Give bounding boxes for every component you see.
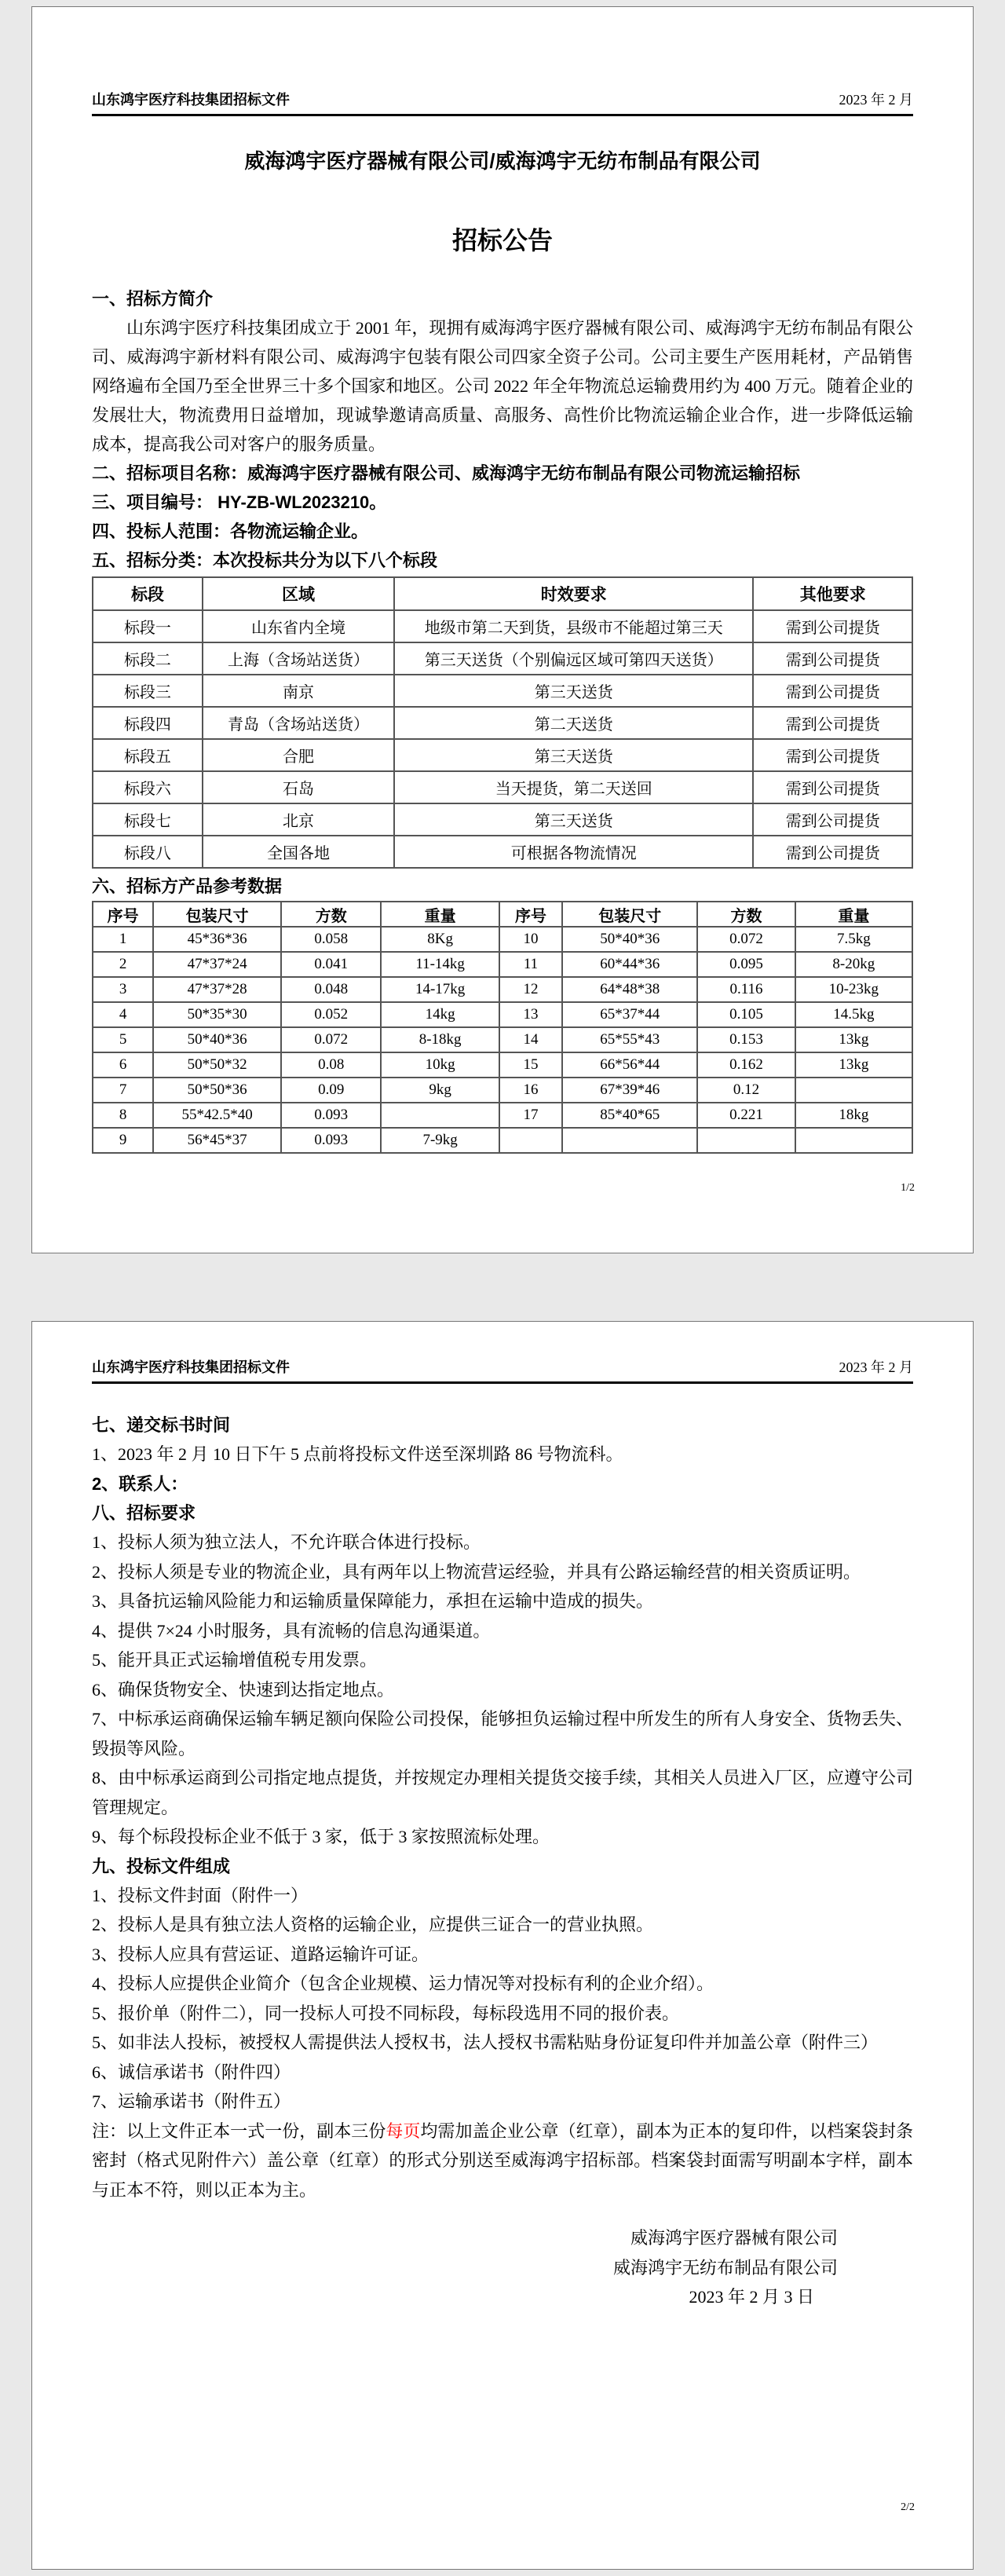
table-cell: 13 — [499, 1002, 562, 1027]
section-6-heading: 六、招标方产品参考数据 — [92, 876, 283, 896]
table-cell: 第三天送货 — [394, 675, 753, 707]
table-cell: 0.072 — [281, 1027, 381, 1052]
table-cell: 2 — [93, 952, 153, 977]
table-row — [93, 1027, 912, 1052]
table-cell: 1 — [93, 927, 153, 952]
column-header: 重量 — [381, 902, 499, 927]
table-row — [93, 675, 912, 707]
table-cell: 47*37*24 — [153, 952, 281, 977]
table-row — [93, 771, 912, 803]
list-item: 5、如非法人投标，被授权人需提供法人授权书，法人授权书需粘贴身份证复印件并加盖公章（附件三） — [92, 2033, 879, 2052]
page-1 — [31, 6, 974, 1253]
table-row — [93, 803, 912, 836]
list-item: 7、运输承诺书（附件五） — [92, 2091, 291, 2111]
announcement-title: 招标公告 — [451, 226, 553, 254]
column-header: 区域 — [203, 577, 394, 610]
table-cell — [795, 1078, 912, 1103]
table-cell: 需到公司提货 — [753, 707, 912, 739]
table-cell: 14 — [499, 1027, 562, 1052]
section-1-heading: 一、招标方简介 — [92, 289, 214, 309]
table-cell: 14kg — [381, 1002, 499, 1027]
table-row — [93, 952, 912, 977]
page-header — [92, 1322, 913, 1377]
table-cell: 标段六 — [93, 771, 203, 803]
table-row — [93, 610, 912, 642]
table-cell: 上海（含场站送货） — [203, 642, 394, 675]
table-row — [93, 1103, 912, 1128]
column-header: 包装尺寸 — [153, 902, 281, 927]
section-7-items — [92, 1440, 913, 1498]
section-5-heading: 五、招标分类：本次投标共分为以下八个标段 — [92, 551, 438, 570]
table-cell: 45*36*36 — [153, 927, 281, 952]
table-cell: 第二天送货 — [394, 707, 753, 739]
list-item: 4、投标人应提供企业简介（包含企业规模、运力情况等对投标有利的企业介绍）。 — [92, 1974, 714, 1993]
table-cell: 标段一 — [93, 610, 203, 642]
table-cell: 需到公司提货 — [753, 642, 912, 675]
bid-sections-table-header-row — [93, 577, 912, 610]
table-cell: 北京 — [203, 803, 394, 836]
table-cell: 15 — [499, 1052, 562, 1078]
table-cell: 8-20kg — [795, 952, 912, 977]
table-cell: 0.041 — [281, 952, 381, 977]
page-header — [92, 7, 913, 109]
table-cell: 0.09 — [281, 1078, 381, 1103]
list-item: 6、确保货物安全、快速到达指定地点。 — [92, 1679, 395, 1700]
table-cell: 50*50*32 — [153, 1052, 281, 1078]
table-cell: 85*40*65 — [562, 1103, 697, 1128]
section-8-heading: 八、招标要求 — [92, 1503, 196, 1523]
signature-company-1: 威海鸿宇医疗器械有限公司 — [630, 2228, 838, 2248]
table-cell: 7.5kg — [795, 927, 912, 952]
table-row — [93, 977, 912, 1002]
column-header: 方数 — [697, 902, 795, 927]
section-1-paragraph: 山东鸿宇医疗科技集团成立于 2001 年，现拥有威海鸿宇医疗器械有限公司、威海鸿宇无纺布制品有限公司、威海鸿宇新材料有限公司、威海鸿宇包装有限公司四家全资子公司。公司主要生产医用耗材，产品销售网络遍布全国乃至全世界三十多个国家和地区。公司 2022 年全年物流总运输费用约为 400 万元。随着企业的发展壮大，物流费用日益增加，现诚挚邀请高质量、高服务、高性价比物流运输企业合作，进一步降低运输成本，提高我公司对客户的服务质量。 — [92, 318, 913, 454]
product-table-header-row — [93, 902, 912, 927]
table-cell: 可根据各物流情况 — [394, 836, 753, 868]
table-cell: 0.052 — [281, 1002, 381, 1027]
table-cell: 0.058 — [281, 927, 381, 952]
header-doc-title: 山东鸿宇医疗科技集团招标文件 — [92, 1359, 290, 1375]
table-cell: 50*35*30 — [153, 1002, 281, 1027]
table-cell: 第三天送货 — [394, 739, 753, 771]
note-paragraph — [92, 2117, 913, 2205]
column-header: 序号 — [499, 902, 562, 927]
table-cell: 6 — [93, 1052, 153, 1078]
table-cell: 标段八 — [93, 836, 203, 868]
table-cell: 0.221 — [697, 1103, 795, 1128]
table-cell: 需到公司提货 — [753, 675, 912, 707]
table-cell: 64*48*38 — [562, 977, 697, 1002]
table-cell: 50*40*36 — [153, 1027, 281, 1052]
table-row — [93, 1128, 912, 1153]
table-cell: 12 — [499, 977, 562, 1002]
column-header: 序号 — [93, 902, 153, 927]
table-cell: 65*55*43 — [562, 1027, 697, 1052]
table-cell: 17 — [499, 1103, 562, 1128]
table-cell — [499, 1128, 562, 1153]
table-cell: 5 — [93, 1027, 153, 1052]
table-cell: 标段五 — [93, 739, 203, 771]
table-cell: 0.095 — [697, 952, 795, 977]
table-row — [93, 1052, 912, 1078]
table-cell: 需到公司提货 — [753, 771, 912, 803]
list-item: 6、诚信承诺书（附件四） — [92, 2062, 291, 2082]
note-prefix: 注：以上文件正本一式一份，副本三份 — [92, 2120, 386, 2141]
table-cell: 0.105 — [697, 1002, 795, 1027]
table-cell: 全国各地 — [203, 836, 394, 868]
table-cell — [562, 1128, 697, 1153]
signature-company-2: 威海鸿宇无纺布制品有限公司 — [612, 2257, 838, 2278]
section-8-items — [92, 1528, 913, 1852]
table-cell: 南京 — [203, 675, 394, 707]
table-cell: 0.093 — [281, 1103, 381, 1128]
note-suffix: 均需加盖企业公章（红章），副本为正本的复印件，以档案袋封条密封（格式见附件六）盖公章（红章）的形式分别送至威海鸿宇招标部。档案袋封面需写明副本字样，副本与正本不符，则以正本为主。 — [92, 2120, 913, 2200]
section-9-items — [92, 1881, 913, 2117]
table-cell: 13kg — [795, 1052, 912, 1078]
table-cell: 0.072 — [697, 927, 795, 952]
table-cell: 11-14kg — [381, 952, 499, 977]
list-item: 9、每个标段投标企业不低于 3 家，低于 3 家按照流标处理。 — [92, 1827, 550, 1846]
table-cell: 50*40*36 — [562, 927, 697, 952]
column-header: 时效要求 — [394, 577, 753, 610]
table-cell: 合肥 — [203, 739, 394, 771]
table-cell: 0.093 — [281, 1128, 381, 1153]
table-cell: 需到公司提货 — [753, 836, 912, 868]
list-item: 2、投标人是具有独立法人资格的运输企业，应提供三证合一的营业执照。 — [92, 1915, 654, 1934]
table-cell: 3 — [93, 977, 153, 1002]
table-cell: 50*50*36 — [153, 1078, 281, 1103]
table-cell: 9 — [93, 1128, 153, 1153]
table-row — [93, 642, 912, 675]
table-cell: 60*44*36 — [562, 952, 697, 977]
list-item: 2、投标人须是专业的物流企业，具有两年以上物流营运经验，并具有公路运输经营的相关资质证明。 — [92, 1561, 861, 1582]
table-cell: 7 — [93, 1078, 153, 1103]
page-2 — [31, 1321, 974, 2570]
table-cell: 10-23kg — [795, 977, 912, 1002]
product-reference-table — [92, 901, 913, 1154]
table-cell: 0.048 — [281, 977, 381, 1002]
list-item: 1、2023 年 2 月 10 日下午 5 点前将投标文件送至深圳路 86 号物流科。 — [92, 1444, 623, 1464]
header-doc-title: 山东鸿宇医疗科技集团招标文件 — [92, 92, 290, 108]
table-cell: 山东省内全境 — [203, 610, 394, 642]
list-item: 5、能开具正式运输增值税专用发票。 — [92, 1650, 378, 1670]
section-2-heading: 二、招标项目名称：威海鸿宇医疗器械有限公司、威海鸿宇无纺布制品有限公司物流运输招标 — [92, 463, 801, 483]
table-row — [93, 836, 912, 868]
table-row — [93, 1078, 912, 1103]
list-item: 2、联系人： — [92, 1473, 188, 1494]
table-cell: 10kg — [381, 1052, 499, 1078]
list-item: 3、投标人应具有营运证、道路运输许可证。 — [92, 1944, 429, 1964]
table-cell: 9kg — [381, 1078, 499, 1103]
table-row — [93, 739, 912, 771]
table-cell: 65*37*44 — [562, 1002, 697, 1027]
list-item: 4、提供 7×24 小时服务，具有流畅的信息沟通渠道。 — [92, 1620, 491, 1641]
table-cell: 13kg — [795, 1027, 912, 1052]
table-cell: 67*39*46 — [562, 1078, 697, 1103]
table-cell: 第三天送货 — [394, 803, 753, 836]
table-cell: 青岛（含场站送货） — [203, 707, 394, 739]
table-cell: 10 — [499, 927, 562, 952]
note-red-text: 每页 — [386, 2120, 421, 2141]
table-cell: 标段七 — [93, 803, 203, 836]
table-cell: 石岛 — [203, 771, 394, 803]
section-9-heading: 九、投标文件组成 — [92, 1856, 231, 1876]
header-rule — [92, 1381, 913, 1384]
table-cell: 18kg — [795, 1103, 912, 1128]
section-4-heading: 四、投标人范围：各物流运输企业。 — [92, 521, 369, 541]
table-cell: 0.153 — [697, 1027, 795, 1052]
list-item: 5、报价单（附件二），同一投标人可投不同标段，每标段选用不同的报价表。 — [92, 2003, 680, 2023]
table-row — [93, 927, 912, 952]
table-cell: 0.162 — [697, 1052, 795, 1078]
table-cell: 当天提货，第二天送回 — [394, 771, 753, 803]
table-cell: 标段二 — [93, 642, 203, 675]
document-title: 威海鸿宇医疗器械有限公司/威海鸿宇无纺布制品有限公司 — [244, 149, 761, 173]
bid-sections-table — [92, 576, 913, 869]
table-cell — [795, 1128, 912, 1153]
table-cell: 4 — [93, 1002, 153, 1027]
table-row — [93, 1002, 912, 1027]
table-cell: 8 — [93, 1103, 153, 1128]
table-row — [93, 707, 912, 739]
list-item: 8、由中标承运商到公司指定地点提货，并按规定办理相关提货交接手续，其相关人员进入厂区，应遵守公司管理规定。 — [92, 1768, 913, 1817]
column-header: 其他要求 — [753, 577, 912, 610]
list-item: 3、具备抗运输风险能力和运输质量保障能力，承担在运输中造成的损失。 — [92, 1591, 654, 1611]
list-item: 7、中标承运商确保运输车辆足额向保险公司投保，能够担负运输过程中所发生的所有人身安全、货物丢失、毁损等风险。 — [92, 1709, 913, 1758]
table-cell: 7-9kg — [381, 1128, 499, 1153]
table-cell: 11 — [499, 952, 562, 977]
table-cell: 66*56*44 — [562, 1052, 697, 1078]
table-cell: 0.08 — [281, 1052, 381, 1078]
header-date: 2023 年 2 月 — [839, 1359, 913, 1375]
table-cell — [381, 1103, 499, 1128]
page-number: 2/2 — [901, 2501, 915, 2513]
table-cell: 55*42.5*40 — [153, 1103, 281, 1128]
section-3-heading: 三、项目编号： HY-ZB-WL2023210。 — [92, 492, 387, 512]
signature-block — [92, 2223, 913, 2312]
table-cell: 0.12 — [697, 1078, 795, 1103]
table-cell: 14.5kg — [795, 1002, 912, 1027]
column-header: 包装尺寸 — [562, 902, 697, 927]
table-cell: 需到公司提货 — [753, 739, 912, 771]
section-7-heading: 七、递交标书时间 — [92, 1415, 231, 1435]
column-header: 重量 — [795, 902, 912, 927]
page-number: 1/2 — [901, 1182, 915, 1194]
table-cell: 标段三 — [93, 675, 203, 707]
list-item: 1、投标人须为独立法人，不允许联合体进行投标。 — [92, 1532, 481, 1552]
table-cell: 56*45*37 — [153, 1128, 281, 1153]
table-cell: 8Kg — [381, 927, 499, 952]
table-cell: 需到公司提货 — [753, 610, 912, 642]
table-cell: 地级市第二天到货，县级市不能超过第三天 — [394, 610, 753, 642]
table-cell: 需到公司提货 — [753, 803, 912, 836]
column-header: 标段 — [93, 577, 203, 610]
table-cell: 47*37*28 — [153, 977, 281, 1002]
header-rule — [92, 114, 913, 116]
signature-date: 2023 年 2 月 3 日 — [689, 2287, 814, 2307]
table-cell — [697, 1128, 795, 1153]
table-cell: 16 — [499, 1078, 562, 1103]
table-cell: 14-17kg — [381, 977, 499, 1002]
header-date: 2023 年 2 月 — [839, 92, 913, 108]
table-cell: 8-18kg — [381, 1027, 499, 1052]
table-cell: 第三天送货（个别偏远区域可第四天送货） — [394, 642, 753, 675]
table-cell: 标段四 — [93, 707, 203, 739]
table-cell: 0.116 — [697, 977, 795, 1002]
list-item: 1、投标文件封面（附件一） — [92, 1885, 309, 1905]
column-header: 方数 — [281, 902, 381, 927]
